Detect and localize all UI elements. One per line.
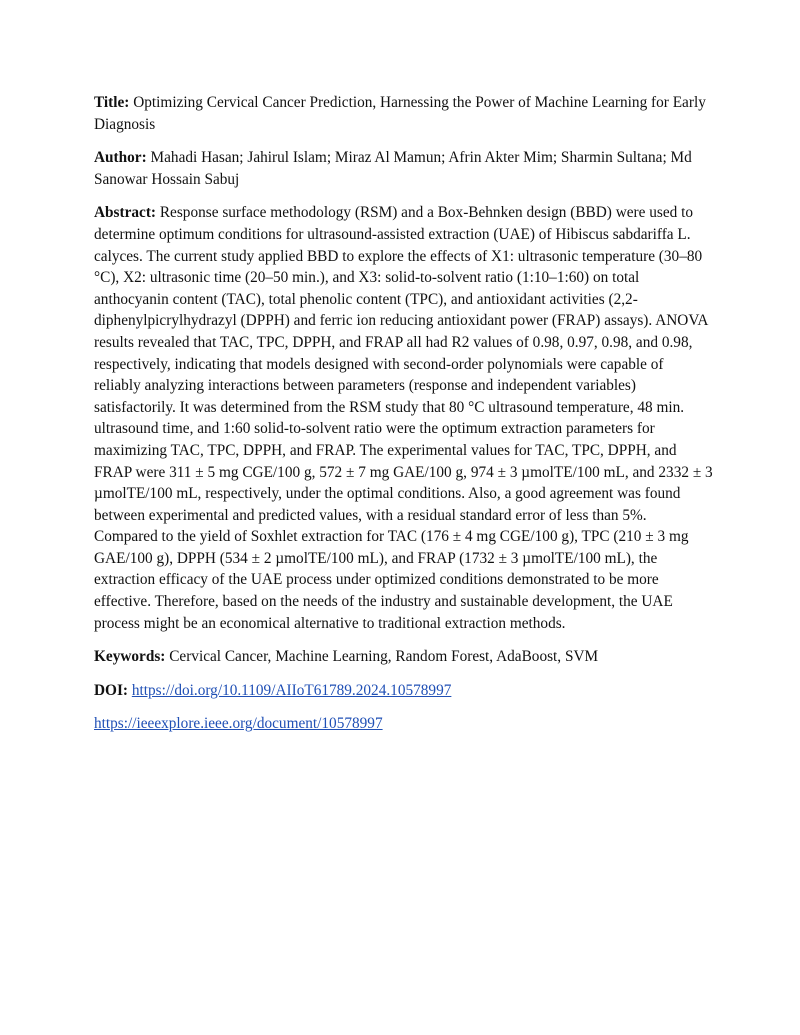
ieee-link[interactable]: https://ieeexplore.ieee.org/document/10578997 <box>94 715 383 733</box>
doi-link[interactable]: https://doi.org/10.1109/AIIoT61789.2024.10578997 <box>131 681 452 699</box>
abstract-text: Response surface methodology (RSM) and a Box-Behnken design (BBD) were used to determine optimum conditions for ultrasound-assisted extraction (UAE) of Hibiscus sabdariffa L. calyces. The current study applied BBD to explore the effects of X1: ultrasonic temperature (30–80 °C), X2: ultrasonic time (20–50 min.), and X3: solid-to-solvent ratio (1:10–1:60) on total anthocyanin content (TAC), total phenolic content (TPC), and antioxidant activities (2,2-diphenylpicrylhydrazyl (DPPH) and ferric ion reducing antioxidant power (FRAP) assays). ANOVA results revealed that TAC, TPC, DPPH, and FRAP all had R2 values of 0.98, 0.97, 0.98, and 0.98, respectively, indicating that models designed with second-order polynomials were capable of reliably analyzing interactions between parameters (response and independent variables) satisfactorily. It was determined from the RSM study that 80 °C ultrasound temperature, 48 min. ultrasound time, and 1:60 solid-to-solvent ratio were the optimum extraction parameters for maximizing TAC, TPC, DPPH, and FRAP. The experimental values for TAC, TPC, DPPH, and FRAP were 311 ± 5 mg CGE/100 g, 572 ± 7 mg GAE/100 g, 974 ± 3 µmolTE/100 mL, and 2332 ± 3 µmolTE/100 mL, respectively, under the optimal conditions. Also, a good agreement was found between experimental and predicted values, with a residual standard error of less than 5%. Compared to the yield of Soxhlet extraction for TAC (176 ± 4 mg CGE/100 g), TPC (210 ± 3 mg GAE/100 g), DPPH (534 ± 2 µmolTE/100 mL), and FRAP (1732 ± 3 µmolTE/100 mL), the extraction efficacy of the UAE process under optimized conditions demonstrated to be more effective. Therefore, based on the needs of the industry and sustainable development, the UAE process might be an economical alternative to traditional extraction methods. <box>94 204 713 632</box>
doi-label: DOI: <box>94 681 128 699</box>
author-label: Author: <box>94 149 147 167</box>
abstract-label: Abstract: <box>94 204 157 222</box>
doi-paragraph <box>94 680 714 702</box>
title-text: Optimizing Cervical Cancer Prediction, Harnessing the Power of Machine Learning for Early Diagnosis <box>94 94 706 133</box>
document-page <box>94 92 714 747</box>
keywords-paragraph <box>94 646 714 668</box>
title-label: Title: <box>94 94 130 111</box>
ieee-paragraph <box>94 713 714 735</box>
keywords-label: Keywords: <box>94 648 166 666</box>
author-text: Mahadi Hasan; Jahirul Islam; Miraz Al Mamun; Afrin Akter Mim; Sharmin Sultana; Md Sanowar Hossain Sabuj <box>94 149 692 188</box>
abstract-paragraph <box>94 202 714 634</box>
author-paragraph <box>94 147 714 190</box>
title-paragraph <box>94 92 714 135</box>
keywords-text: Cervical Cancer, Machine Learning, Random Forest, AdaBoost, SVM <box>169 648 599 666</box>
